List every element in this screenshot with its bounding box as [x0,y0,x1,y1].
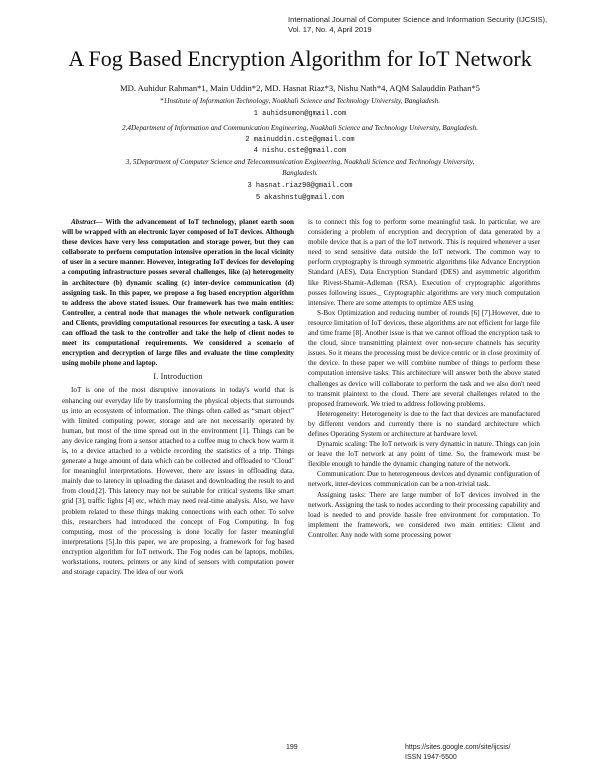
email-1: 1 auhidsumon@gmail.com [253,110,347,118]
email-2: 2 mainuddin.cste@gmail.com [245,136,355,144]
communication-paragraph: Communication: Due to heterogeneous devices and dynamic configuration of network, inter-devices communication can be a non-trivial task. [308,470,540,489]
affiliation-3: 3, 5Department of Computer Science and Telecommunication Engineering, Noakhali Science and Technology University, [125,158,475,166]
journal-line-1: International Journal of Computer Science and Information Security (IJCSIS), [288,15,548,24]
affiliation-1: *1Institute of Information Technology, Noakhali Science and Technology University, Bangladesh. [159,97,441,105]
email-3: 3 hasnat.riaz90@gmail.com [247,182,353,190]
abstract [62,217,294,368]
body-paragraph-1: is to connect this fog to perform some meaningful task. In particular, we are considering a problem of encryption and decryption of data generated by a mobile device that is a part of the IoT network. This is required whenever a user need to send sensitive data outside the IoT network. The common way to perform cryptography is through symmetric algorithms like Advance Encryption Standard (AES), Data Encryption Standard (DES) and asymmetric algorithm like Rivest-Shamir-Adleman (RSA). Execution of cryptographic algorithms posses following issues._ Cryptographic algorithms are very much computation intensive. There are some attempts to optimize AES using [308,218,540,307]
left-column [62,217,294,577]
issn: ISSN 1947-5500 [405,754,457,761]
abstract-label: Abstract— [71,218,103,226]
journal-line-2: Vol. 17, No. 4, April 2019 [288,25,372,34]
dynamic-scaling-paragraph: Dynamic scaling: The IoT network is very dynamic in nature. Things can join or leave the IoT network at any point of time. So, the framework must be flexible enough to handle the dynamic changing nature of the network. [308,440,540,469]
affiliation-3-continued: Bangladesh. [282,169,318,177]
email-5: 5 akashnstu@gmail.com [255,194,345,202]
abstract-text: With the advancement of IoT technology, planet earth soon will be wrapped with an electronic layer composed of IoT devices. Although these devices have very less computation and storage power, but they can collaborate to perform computation intensive operation in the local vicinity of user in a secure manner. However, integrating IoT devices for developing a computing infrastructure posses several challenges, like (a) heterogeneity in architecture (b) dynamic scaling (c) inter-device communication (d) assigning task. In this paper, we propose a fog based encryption algorithm to address the above stated issues. Our framework has two main entities: Controller, a central node that manages the whole network configuration and Clients, providing computational resources for executing a task. A user can offload the task to the controller and take the help of client nodes to meet its computational requirements. We considered a scenario of encryption and decryption of large files and evaluate the time complexity using mobile phone and laptop. [62,218,294,368]
journal-header [288,15,547,35]
paper-title: A Fog Based Encryption Algorithm for IoT Network [68,46,532,71]
author-list: MD. Auhidur Rahman*1, Main Uddin*2, MD. Hasnat Riaz*3, Nishu Nath*4, AQM Salauddin Pathan*5 [120,83,480,93]
affiliation-2: 2,4Department of Information and Communication Engineering, Noakhali Science and Technology University, Bangladesh. [121,124,479,132]
page-number: 199 [286,744,298,751]
journal-url: https://sites.google.com/site/ijcsis/ [405,744,511,751]
email-4: 4 nishu.cste@gmail.com [253,147,347,155]
assigning-tasks-paragraph: Assigning tasks: There are large number of IoT devices involved in the network. Assigning the task to nodes according to their processing capability and load is needed to and provide hassle free environment for computation. To implement the framework, we considered two main entities: Client and Controller. Any node with some processing power [308,490,540,539]
intro-paragraph: IoT is one of the most disruptive innovations in today's world that is enhancing our everyday life by transforming the physical objects that surrounds us into an ecosystem of information. The things often called as “smart object” with limited computing power, storage and are not necessarily operated by human, but most of the time spread out in the environment [1]. Things can be any device ranging from a sensor attached to a coffee mug to check how warm it is, to a device attached to a vehicle recording the statistics of a trip. Things generate a huge amount of data which can be collected and offloaded to ‘Cloud’ for meaningful interpretations. However, there are issues in offloading data, mainly due to latency in uploading the dataset and downloading the result to and from cloud.[2]. This latency may not be suitable for critical systems like smart grid [3], traffic lights [4] etc, which may need real-time analysis. Also, we have problem related to these things making connections with each other. To solve this, researchers had introduced the concept of Fog Computing. In fog computing, most of the processing is done locally for faster meaningful interpretations [5].In this paper, we are proposing, a framework for fog based encryption algorithm for IoT network. The Fog nodes can be laptops, mobiles, workstations, routers, printers or any kind of sensors with computation power and storage capacity. The idea of our work [62,386,294,577]
right-column [308,217,540,540]
body-paragraph-2: S-Box Optimization and reducing number of rounds [6] [7].However, due to resource limitation of IoT devices, these algorithms are not efficient for large file and time frame [8]. Another issue is that we cannot offload the encryption task to the cloud, since transmitting plaintext over non-secure channels has security issues. So it means the processing must be device centric or in close proximity of the device. In these paper we will combine number of things to perform these computation intensive tasks. This architecture will answer both the above stated challenges as device will collaborate to perform the task and we also don't need to transmit plaintext to the cloud. There are several challenges related to the proposed framework. We tried to address following problems. [308,308,540,408]
section-heading-introduction: I. Introduction [153,372,203,382]
heterogeneity-paragraph: Heterogeneity: Heterogeneity is due to the fact that devices are manufactured by different vendors and currently there is no standard architecture which defines Operating System or architecture at hardware level. [308,409,540,438]
